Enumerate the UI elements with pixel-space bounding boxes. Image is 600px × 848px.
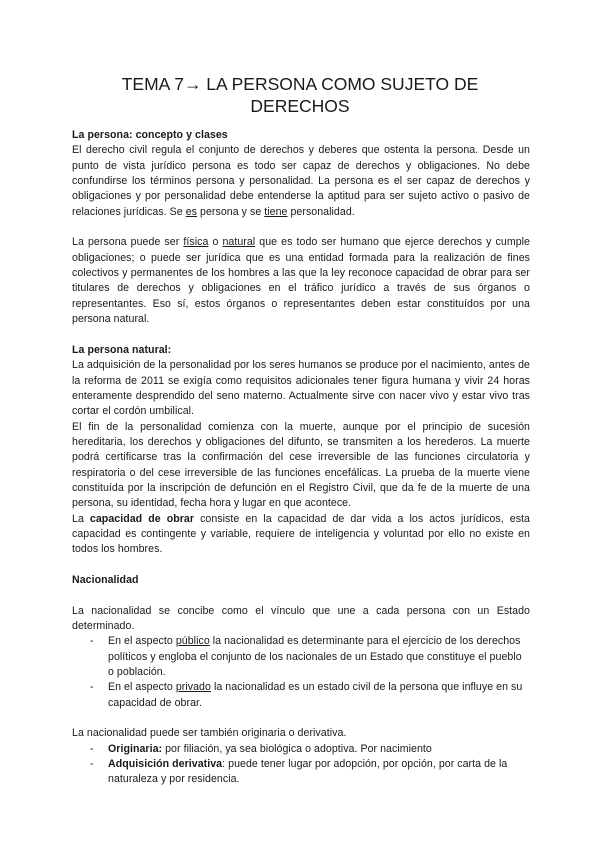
- section-heading-persona-natural: La persona natural:: [72, 343, 172, 356]
- underlined-word: privado: [175, 681, 211, 694]
- page-title: [72, 73, 528, 117]
- paragraph: La adquisición de la personalidad por los seres humanos se produce por el nacimiento, antes de la reforma de 2011 se exigía como requisitos adicionales tener figura humana y vivir 24 horas enteramente desprendido del seno materno. Actualmente sirve con nacer vivo y estar vivo tras cortar el cordón umbilical.: [72, 359, 530, 418]
- paragraph: La nacionalidad puede ser también originaria o derivativa.: [72, 727, 347, 740]
- bold-term: Adquisición derivativa: [108, 758, 223, 771]
- paragraph: La nacionalidad se concibe como el vínculo que une a cada persona con un Estado determinado.: [72, 604, 530, 632]
- list-item: - En el aspecto privado la nacionalidad es un estado civil de la persona que influye en su capacidad de obrar.: [90, 680, 530, 711]
- paragraph: El fin de la personalidad comienza con la muerte, aunque por el principio de sucesión hereditaria, los derechos y obligaciones del difunto, se transmiten a los herederos. La muerte podrá certificarse tras la confirmación del cese irreversible de las funciones circulatoria y respiratoria o del cese irreversible de las funciones encefálicas. La prueba de la muerte viene constituída por la inscripción de defunción en el Registro Civil, que da fe de la muerte de una persona, su identidad, fecha hora y lugar en que acontece.: [72, 420, 530, 510]
- list-item: - Originaria: por filiación, ya sea biológica o adoptiva. Por nacimiento: [90, 742, 530, 757]
- bold-term: capacidad de obrar: [89, 512, 195, 525]
- underlined-word: natural: [222, 236, 256, 249]
- paragraph: La persona puede ser física o natural que es todo ser humano que ejerce derechos y cumple obligaciones; o puede ser jurídica que es una entidad formada para la realización de fines colectivos y permanentes de los hombres a las que la ley reconoce capacidad de obrar para ser titulares de derechos y obligaciones en el tráfico jurídico a través de sus órganos o representantes. Eso sí, estos órganos o representantes deben estar constituídos por una persona natural.: [72, 236, 530, 326]
- bold-term: Originaria:: [108, 742, 163, 755]
- title-line-1: TEMA 7→ LA PERSONA COMO SUJETO DE: [121, 74, 479, 94]
- section-heading-concepto: La persona: concepto y clases: [72, 129, 228, 141]
- bullet-list: [72, 634, 530, 711]
- bullet-list: [72, 742, 530, 788]
- list-item: - Adquisición derivativa: puede tener lugar por adopción, por opción, por carta de la naturaleza y por residencia.: [90, 757, 530, 788]
- underlined-word: público: [175, 635, 210, 648]
- list-item: - En el aspecto público la nacionalidad es determinante para el ejercicio de los derechos políticos y engloba el conjunto de los nacionales de un Estado que constituye el pueblo o población.: [90, 634, 530, 680]
- title-line-2: DERECHOS: [250, 96, 350, 116]
- underlined-word: física: [183, 236, 209, 249]
- document-body: [72, 128, 530, 788]
- underlined-word: tiene: [264, 205, 288, 218]
- section-heading-nacionalidad: Nacionalidad: [72, 573, 139, 586]
- paragraph: La capacidad de obrar consiste en la capacidad de dar vida a los actos jurídicos, esta capacidad es contingente y variable, requiere de inteligencia y voluntad por ello no existe en todos los hombres.: [72, 512, 530, 556]
- underlined-word: es: [185, 205, 198, 218]
- paragraph: El derecho civil regula el conjunto de derechos y deberes que ostenta la persona. Desde un punto de vista jurídico persona es todo ser capaz de derechos y obligaciones. No debe confundirse los términos persona y personalidad. La persona es el ser capaz de derechos y obligaciones y por personalidad debe entenderse la aptitud para ser sujeto activo o pasivo de relaciones jurídicas. Se es persona y se tiene personalidad.: [72, 144, 530, 218]
